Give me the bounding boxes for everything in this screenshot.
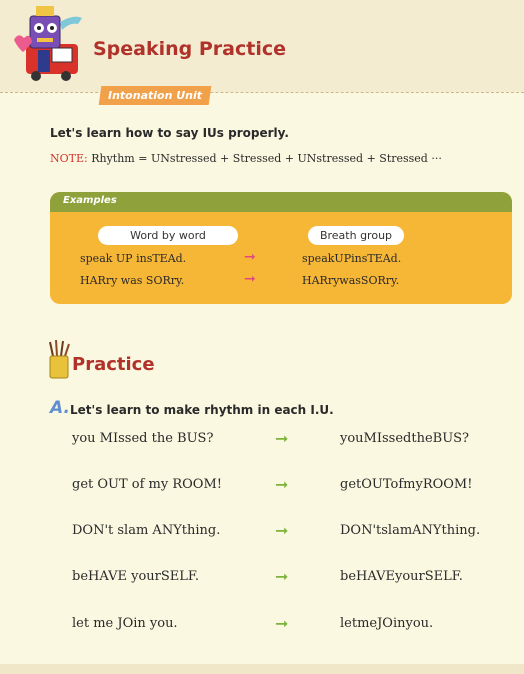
practice-target: beHAVEyourSELF. [340,569,463,584]
example-right-1: speakUPinsTEAd. [302,252,402,265]
practice-target: letmeJOinyou. [340,616,434,631]
unit-badge [99,86,212,105]
practice-source: DON't slam ANYthing. [72,523,221,538]
practice-arrow-icon: ➞ [275,475,289,494]
example-arrow-icon: ➞ [244,249,256,265]
practice-arrow-icon: ➞ [275,567,289,586]
examples-box [50,192,512,304]
note-line [50,152,442,165]
practice-arrow-icon: ➞ [275,429,289,448]
practice-instruction: Let's learn to make rhythm in each I.U. [70,403,334,417]
practice-row [0,477,524,501]
practice-target: youMIssedtheBUS? [340,431,470,446]
note-label: NOTE: [50,152,88,165]
unit-badge-label: Intonation Unit [107,89,203,102]
example-right-2: HARrywasSORry. [302,274,400,287]
section-letter: A. [50,398,70,418]
practice-row [0,523,524,547]
header-divider [0,92,524,93]
examples-heading: Examples [63,195,117,206]
example-left-2: HARry was SORry. [80,274,185,287]
practice-row [0,431,524,455]
practice-row [0,616,524,640]
example-left-1: speak UP insTEAd. [80,252,187,265]
robot-mascot-icon [6,2,88,82]
practice-source: let me JOin you. [72,616,178,631]
practice-source: get OUT of my ROOM! [72,477,223,492]
intro-text: Let's learn how to say IUs properly. [50,126,289,140]
page-title: Speaking Practice [93,38,287,60]
practice-target: getOUTofmyROOM! [340,477,473,492]
bottom-band [0,664,524,674]
example-arrow-icon: ➞ [244,271,256,287]
examples-header [50,192,512,212]
practice-target: DON'tslamANYthing. [340,523,481,538]
practice-arrow-icon: ➞ [275,614,289,633]
breath-group-pill: Breath group [308,226,404,245]
note-text: Rhythm = UNstressed + Stressed + UNstressed + Stressed ··· [87,152,442,165]
practice-arrow-icon: ➞ [275,521,289,540]
pencil-cup-icon [46,340,72,380]
practice-title: Practice [72,354,155,375]
word-by-word-pill: Word by word [98,226,238,245]
practice-source: beHAVE yourSELF. [72,569,200,584]
practice-source: you MIssed the BUS? [72,431,214,446]
practice-row [0,569,524,593]
